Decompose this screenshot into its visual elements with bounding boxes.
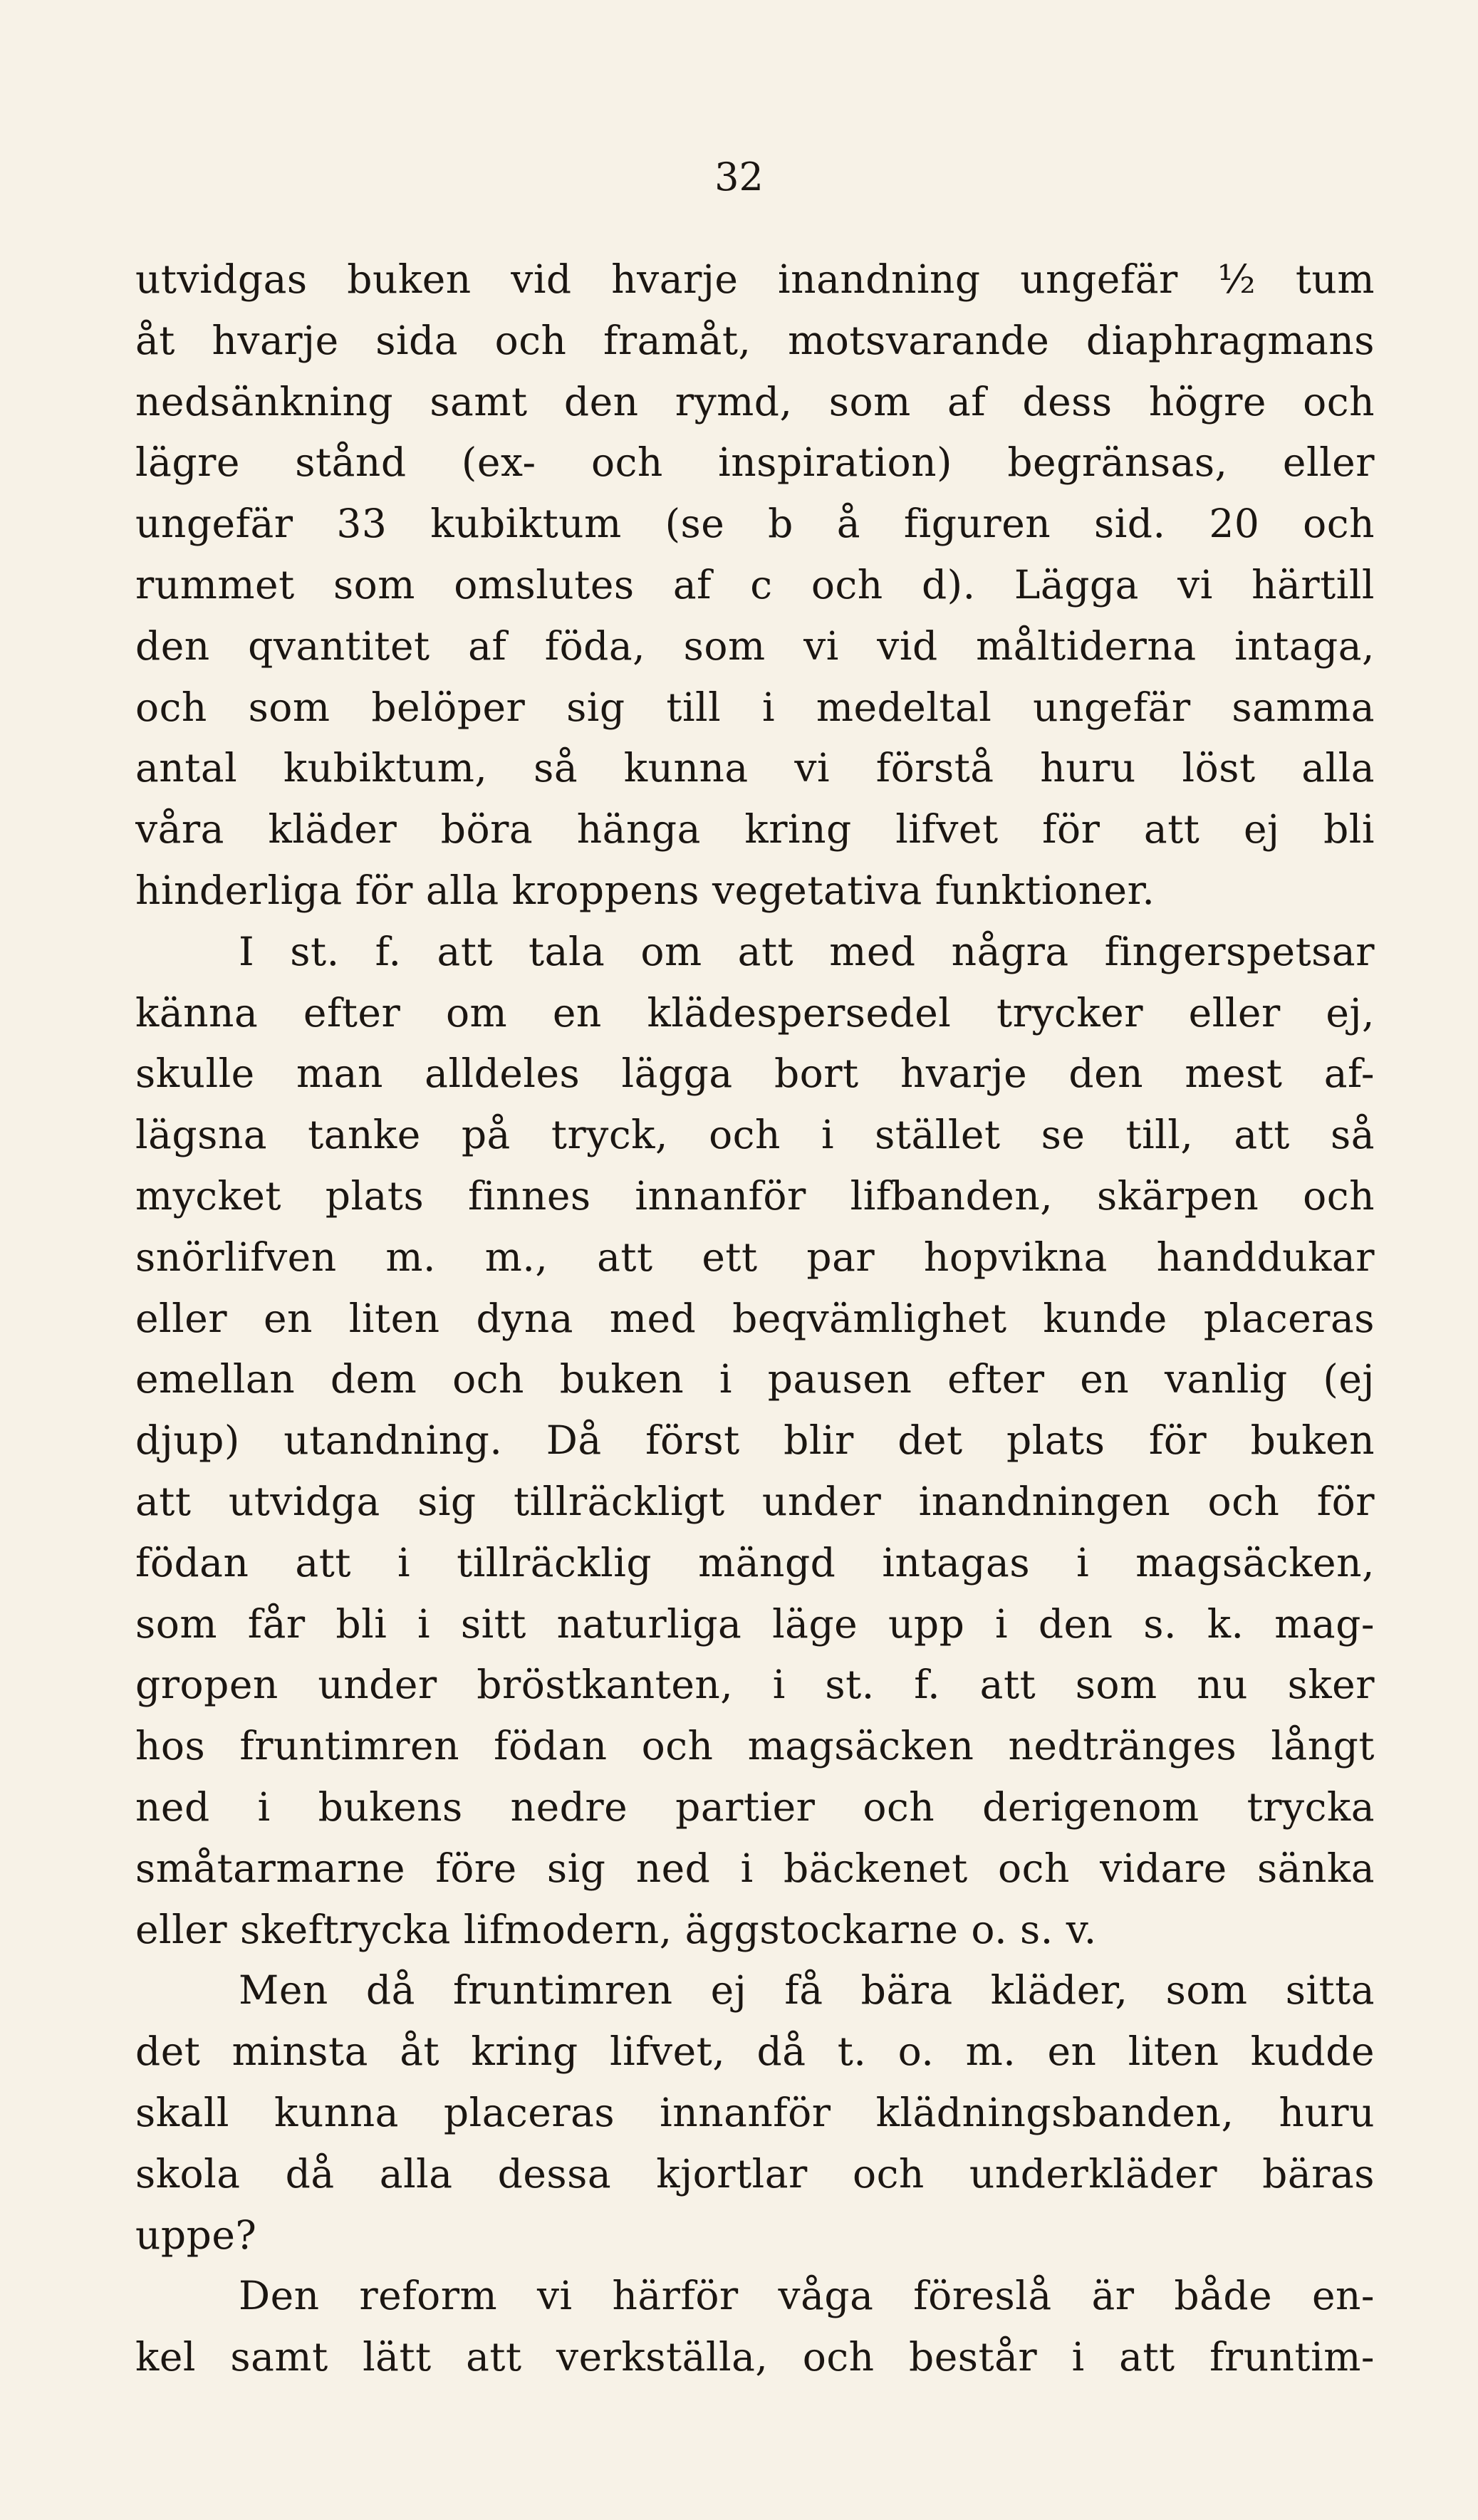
text-line: lägre stånd (ex- och inspiration) begränsas, eller bbox=[135, 439, 1375, 486]
page-number: 32 bbox=[714, 155, 764, 199]
text-line: lägsna tanke på tryck, och i stället se till, att så bbox=[135, 1112, 1375, 1158]
text-line: ungefär 33 kubiktum (se b å figuren sid. 20 och bbox=[135, 501, 1375, 547]
text-line: och som belöper sig till i medeltal ungefär samma bbox=[135, 684, 1375, 730]
text-line: eller en liten dyna med beqvämlighet kunde placeras bbox=[135, 1295, 1375, 1341]
text-line: våra kläder böra hänga kring lifvet för att ej bli bbox=[135, 806, 1375, 853]
text-line: hinderliga för alla kroppens vegetativa funktioner. bbox=[135, 867, 1155, 913]
text-line: att utvidga sig tillräckligt under inandningen och för bbox=[135, 1478, 1375, 1524]
text-line: nedsänkning samt den rymd, som af dess högre och bbox=[135, 378, 1375, 425]
text-line: skola då alla dessa kjortlar och underkläder bäras bbox=[135, 2150, 1375, 2197]
text-line: rummet som omslutes af c och d). Lägga vi härtill bbox=[135, 561, 1375, 608]
text-line: gropen under bröstkanten, i st. f. att som nu sker bbox=[135, 1662, 1375, 1708]
text-line: det minsta åt kring lifvet, då t. o. m. en liten kudde bbox=[135, 2029, 1375, 2075]
text-line: antal kubiktum, så kunna vi förstå huru löst alla bbox=[135, 745, 1375, 791]
text-line: emellan dem och buken i pausen efter en vanlig (ej bbox=[135, 1356, 1375, 1402]
text-line: djup) utandning. Då först blir det plats för buken bbox=[135, 1417, 1375, 1464]
text-line: ned i bukens nedre partier och derigenom trycka bbox=[135, 1784, 1375, 1830]
paragraph-start-line: Men då fruntimren ej få bära kläder, som sitta bbox=[239, 1967, 1375, 2014]
text-line: utvidgas buken vid hvarje inandning ungefär ½ tum bbox=[135, 256, 1375, 302]
text-line: hos fruntimren födan och magsäcken nedtränges långt bbox=[135, 1723, 1375, 1769]
text-line: känna efter om en klädespersedel trycker eller ej, bbox=[135, 989, 1375, 1036]
text-line: eller skeftrycka lifmodern, äggstockarne o. s. v. bbox=[135, 1906, 1097, 1952]
paragraph-start-line: I st. f. att tala om att med några fingerspetsar bbox=[239, 928, 1375, 974]
text-line: snörlifven m. m., att ett par hopvikna handdukar bbox=[135, 1234, 1375, 1280]
text-line: den qvantitet af föda, som vi vid måltiderna intaga, bbox=[135, 623, 1375, 669]
text-line: som får bli i sitt naturliga läge upp i den s. k. mag- bbox=[135, 1600, 1375, 1647]
text-line: skall kunna placeras innanför klädningsbanden, huru bbox=[135, 2089, 1375, 2135]
text-line: kel samt lätt att verkställa, och består i att fruntim- bbox=[135, 2334, 1375, 2380]
text-line: skulle man alldeles lägga bort hvarje den mest af- bbox=[135, 1051, 1375, 1097]
text-line: födan att i tillräcklig mängd intagas i magsäcken, bbox=[135, 1539, 1375, 1586]
text-line: småtarmarne före sig ned i bäckenet och vidare sänka bbox=[135, 1845, 1375, 1891]
text-line: uppe? bbox=[135, 2212, 257, 2258]
text-line: åt hvarje sida och framåt, motsvarande diaphragmans bbox=[135, 317, 1375, 363]
paragraph-start-line: Den reform vi härför våga föreslå är både en- bbox=[239, 2273, 1375, 2319]
text-line: mycket plats finnes innanför lifbanden, skärpen och bbox=[135, 1172, 1375, 1219]
body-text bbox=[135, 249, 1375, 2388]
